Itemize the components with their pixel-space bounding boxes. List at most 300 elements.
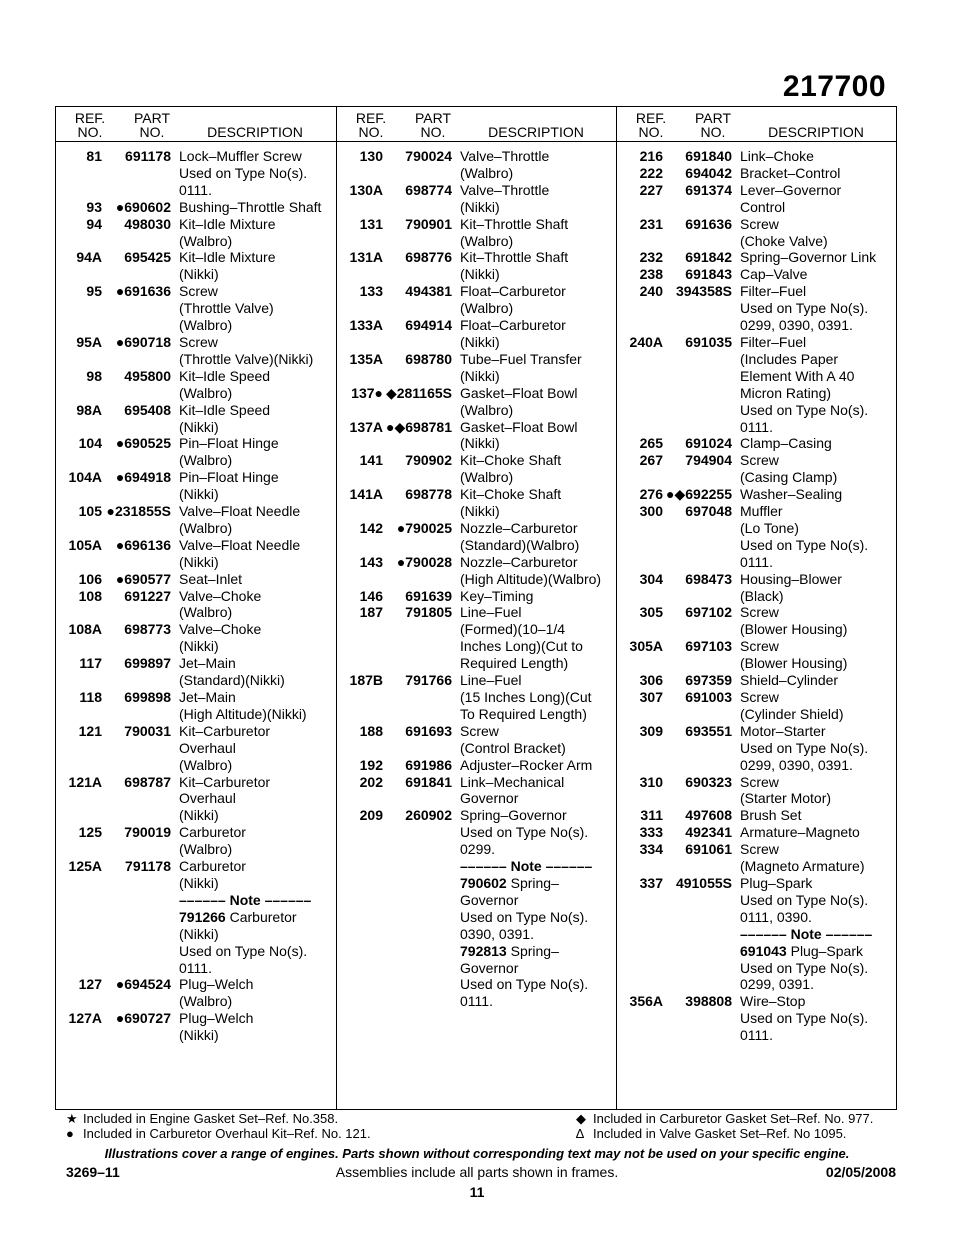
part-number: 791178 (125, 858, 171, 875)
ref-number: 187 (359, 604, 383, 621)
document-number: 3269–11 (66, 1164, 120, 1180)
part-description: Motor–Starter Used on Type No(s). 0299, 0390, 0391. (740, 722, 869, 773)
part-description: Lever–Governor Control (740, 181, 842, 215)
part-description: Spring–Governor Used on Type No(s). 0299. –––––– Note –––––– 790602 Spring– Governor Used on Type No(s). 0390, 0391. 792813 Spring– Governor Used on Type No(s). 0111. (460, 807, 593, 1010)
part-row (617, 774, 896, 808)
part-description: Kit–Throttle Shaft (Nikki) (460, 249, 569, 283)
header-description: DESCRIPTION (768, 124, 864, 140)
ref-number: 202 (359, 773, 383, 790)
part-row (617, 604, 896, 638)
part-row (337, 672, 616, 723)
ref-number: 267 (639, 452, 663, 469)
part-description: Pin–Float Hinge (Walbro) (179, 435, 279, 469)
part-number: 691035 (685, 333, 732, 350)
part-description: Shield–Cylinder (740, 672, 839, 689)
part-number: 699898 (124, 689, 171, 705)
part-number: 698776 (405, 249, 452, 266)
part-description: Screw (Blower Housing) (740, 604, 848, 638)
part-description: Valve–Throttle (Walbro) (460, 148, 550, 181)
ref-number: 125 (78, 824, 102, 841)
part-description: Line–Fuel (15 Inches Long)(Cut To Required Length) (460, 672, 592, 722)
ref-number: 127A (68, 1010, 102, 1027)
part-number: 698787 (124, 773, 171, 790)
part-description: Screw (Casing Clamp) (740, 452, 838, 486)
header-ref-no: REF. NO. (635, 110, 667, 140)
part-description: Jet–Main (High Altitude)(Nikki) (179, 689, 307, 722)
part-number: 794904 (685, 452, 732, 469)
part-number: 698778 (405, 486, 452, 503)
part-number: ●690602 (115, 198, 171, 215)
part-row (337, 317, 616, 351)
part-row (617, 638, 896, 672)
ref-number: 81 (86, 148, 102, 164)
part-row (337, 216, 616, 250)
part-description: Kit–Idle Mixture (Walbro) (179, 215, 276, 249)
ref-number: 142 (359, 519, 383, 536)
part-row (56, 723, 336, 774)
part-number: 790901 (405, 215, 452, 232)
part-row (337, 604, 616, 672)
part-number: 491055S (675, 874, 732, 891)
part-description: Link–Mechanical Governor (460, 773, 565, 807)
ref-number: 276 (639, 486, 663, 503)
ref-number: 143 (359, 553, 383, 570)
part-description: Cap–Valve (740, 266, 808, 283)
part-row (56, 1010, 336, 1044)
part-number: 694914 (405, 317, 452, 334)
part-number: ●691636 (115, 283, 171, 300)
part-row (617, 807, 896, 824)
part-description: Screw (Blower Housing) (740, 638, 848, 672)
part-description: Lock–Muffler Screw Used on Type No(s). 0111. (179, 148, 308, 198)
part-number: ●690577 (115, 570, 171, 587)
part-description: Valve–Float Needle (Walbro) (179, 503, 301, 536)
part-number: 398808 (685, 993, 732, 1010)
part-description: Muffler (Lo Tone) Used on Type No(s). 0111. (740, 503, 869, 570)
ref-number: 240 (639, 283, 663, 300)
ref-number: 135A (349, 350, 383, 367)
ref-number: 117 (79, 655, 102, 672)
column-header (56, 107, 336, 142)
part-row (337, 182, 616, 216)
part-row (56, 976, 336, 1010)
part-row (337, 588, 616, 605)
part-description: Plug–Welch (Walbro) (179, 976, 254, 1010)
part-description: Screw (Cylinder Shield) (740, 689, 844, 722)
ref-number: 105A (68, 536, 102, 553)
part-row (617, 148, 896, 165)
part-number: ●790025 (396, 519, 452, 536)
part-row (56, 402, 336, 436)
footnote-text: Included in Carburetor Gasket Set–Ref. No. 977. (593, 1111, 874, 1126)
ref-number: 130 (359, 148, 383, 164)
part-number: 691843 (685, 266, 732, 283)
part-description: Screw (Throttle Valve)(Nikki) (179, 333, 314, 367)
part-row (56, 621, 336, 655)
ref-number: 105 (78, 503, 102, 520)
parts-column-3 (616, 107, 896, 1109)
part-number: 691374 (685, 181, 732, 198)
part-description: Kit–Idle Speed (Walbro) (179, 367, 271, 401)
part-number: 690323 (685, 773, 732, 790)
ref-number: 192 (359, 756, 383, 773)
part-row (617, 723, 896, 774)
part-number: ●790028 (396, 553, 452, 570)
ref-number: 141 (359, 452, 383, 469)
part-description: Kit–Idle Speed (Nikki) (179, 401, 271, 435)
part-row (56, 571, 336, 588)
ref-number: 227 (639, 181, 663, 198)
part-number: 691693 (405, 722, 452, 739)
part-number: 699897 (124, 655, 171, 672)
part-row (56, 588, 336, 622)
part-number: 697103 (685, 638, 732, 655)
ref-number: 305A (629, 638, 663, 655)
part-row (56, 283, 336, 334)
part-description: Key–Timing (460, 587, 534, 604)
part-number: 698473 (685, 570, 732, 587)
footnote-valve-gasket (576, 1127, 846, 1142)
ref-number: 311 (640, 807, 663, 824)
part-number: ●690718 (115, 333, 171, 350)
part-row (617, 875, 896, 993)
ref-number: 108A (68, 621, 102, 638)
part-row (617, 993, 896, 1044)
part-row (56, 824, 336, 858)
ref-number: 121 (78, 722, 102, 739)
ref-number: 106 (78, 570, 102, 587)
part-description: Armature–Magneto (740, 824, 860, 841)
ref-number: 265 (639, 435, 663, 452)
part-description: Valve–Choke (Nikki) (179, 621, 262, 655)
ref-number: 127 (78, 976, 102, 993)
part-number: ●694524 (115, 976, 171, 993)
part-description: Float–Carburetor (Walbro) (460, 283, 566, 317)
ref-number: 187B (349, 672, 383, 689)
part-row (337, 385, 616, 419)
part-number: 790031 (124, 722, 171, 739)
parts-table (55, 106, 897, 1110)
part-row (617, 841, 896, 875)
part-row (337, 554, 616, 588)
part-description: Bracket–Control (740, 164, 841, 181)
part-row (617, 266, 896, 283)
part-row (617, 689, 896, 723)
ref-number: 118 (79, 689, 102, 705)
part-row (617, 249, 896, 266)
part-description: Pin–Float Hinge (Nikki) (179, 469, 279, 503)
part-number: 498030 (124, 215, 171, 232)
part-number: 790024 (405, 148, 452, 164)
part-row (617, 571, 896, 605)
part-description: Brush Set (740, 807, 802, 824)
part-description: Carburetor (Nikki) –––––– Note –––––– 791266 Carburetor (Nikki) Used on Type No(s). 0111. (179, 858, 312, 976)
part-description: Link–Choke (740, 148, 814, 164)
part-row (337, 774, 616, 808)
part-description: Seat–Inlet (179, 570, 243, 587)
part-number: ●231855S (106, 503, 171, 520)
part-number: 691986 (405, 756, 452, 773)
part-description: Valve–Throttle (Nikki) (460, 181, 550, 215)
part-description: Screw (Starter Motor) (740, 773, 832, 807)
assemblies-note: Assemblies include all parts shown in frames. (335, 1164, 619, 1180)
ref-number: 121A (68, 773, 102, 790)
part-row (617, 435, 896, 452)
part-description: Kit–Choke Shaft (Walbro) (460, 452, 562, 486)
part-number: 693551 (685, 722, 732, 739)
part-number: 691636 (685, 215, 732, 232)
ref-number: 93 (86, 198, 102, 215)
part-number: 791766 (405, 672, 452, 689)
part-description: Plug–Spark Used on Type No(s). 0111, 0390. –––––– Note –––––– 691043 Plug–Spark Used on Type No(s). 0299, 0391. (740, 874, 873, 993)
part-number: 691003 (685, 689, 732, 705)
part-description: Screw (Choke Valve) (740, 215, 828, 249)
ref-number: 95 (86, 283, 102, 300)
part-number: ●694918 (115, 469, 171, 486)
part-description: Washer–Sealing (740, 486, 843, 503)
ref-number: 310 (639, 773, 663, 790)
parts-column-2 (336, 107, 616, 1109)
ref-number: 188 (359, 722, 383, 739)
part-row (617, 165, 896, 182)
ref-number: 238 (639, 266, 663, 283)
part-description: Wire–Stop Used on Type No(s). 0111. (740, 993, 869, 1044)
part-description: Kit–Choke Shaft (Nikki) (460, 486, 562, 520)
ref-number: 300 (639, 503, 663, 520)
ref-number: 141A (349, 486, 383, 503)
part-description: Spring–Governor Link (740, 249, 877, 266)
part-description: Kit–Carburetor Overhaul (Nikki) (179, 773, 271, 824)
part-row (617, 283, 896, 334)
part-description: Carburetor (Walbro) (179, 824, 246, 858)
part-description: Float–Carburetor (Nikki) (460, 317, 566, 350)
header-part-no: PART NO. (694, 110, 732, 140)
part-description: Housing–Blower (Black) (740, 570, 842, 604)
part-number: 697102 (685, 604, 732, 621)
footnote-text: Included in Engine Gasket Set–Ref. No.358. (83, 1111, 339, 1126)
part-row (56, 249, 336, 283)
part-description: Gasket–Float Bowl (Walbro) (460, 384, 578, 418)
part-row (337, 757, 616, 774)
ref-number: 309 (639, 722, 663, 739)
part-description: Valve–Float Needle (Nikki) (179, 536, 301, 570)
part-description: Filter–Fuel Used on Type No(s). 0299, 0390, 0391. (740, 283, 869, 334)
part-number: 691061 (685, 841, 732, 858)
header-ref-no: REF. NO. (355, 110, 387, 140)
part-number: 691178 (125, 148, 171, 164)
part-number: 691227 (124, 587, 171, 604)
header-description: DESCRIPTION (207, 124, 303, 140)
header-ref-no: REF. NO. (74, 110, 106, 140)
part-number: 691024 (685, 435, 732, 452)
part-row (337, 520, 616, 554)
disclaimer: Illustrations cover a range of engines. Parts shown without corresponding text may not be used on your specific engine. (104, 1146, 850, 1161)
ref-number: 94 (86, 215, 102, 232)
ref-number: 133A (349, 317, 383, 334)
part-number: ◆281165S (385, 384, 452, 401)
header-description: DESCRIPTION (488, 124, 584, 140)
part-row (337, 351, 616, 385)
part-number: ●690727 (115, 1010, 171, 1027)
delta-icon: ∆ (576, 1125, 584, 1141)
part-row (617, 216, 896, 250)
part-row (337, 723, 616, 757)
parts-column-1 (56, 107, 336, 1109)
ref-number: 131A (349, 249, 383, 266)
part-row (56, 689, 336, 723)
part-description: Kit–Carburetor Overhaul (Walbro) (179, 722, 271, 773)
ref-number: 306 (639, 672, 663, 689)
ref-number: 130A (349, 181, 383, 198)
part-row (337, 486, 616, 520)
document-date: 02/05/2008 (825, 1164, 896, 1180)
ref-number: 133 (359, 283, 383, 300)
parts-rows (617, 142, 896, 1044)
footnote-carb-gasket (576, 1112, 873, 1127)
part-row (337, 283, 616, 317)
part-row (56, 774, 336, 825)
part-number: 695425 (124, 249, 171, 266)
part-row (56, 858, 336, 976)
part-row (617, 334, 896, 435)
part-description: Kit–Idle Mixture (Nikki) (179, 249, 276, 283)
part-row (337, 452, 616, 486)
part-description: Nozzle–Carburetor (Standard)(Walbro) (460, 519, 580, 553)
model-number: 217700 (782, 70, 886, 103)
footnote-carb-overhaul (66, 1127, 371, 1142)
ref-number: 94A (76, 249, 102, 266)
part-number: 791805 (405, 604, 452, 621)
footnote-engine-gasket (66, 1112, 338, 1127)
part-number: 494381 (405, 283, 452, 300)
part-row (56, 334, 336, 368)
part-number: ●696136 (115, 536, 171, 553)
parts-rows (56, 142, 336, 1044)
part-number: ●◆692255 (666, 486, 732, 503)
part-row (56, 199, 336, 216)
ref-number: 146 (359, 587, 383, 604)
part-row (617, 824, 896, 841)
part-number: 695408 (124, 401, 171, 418)
ref-number: 216 (639, 148, 663, 164)
part-number: 691842 (685, 249, 732, 266)
part-row (56, 655, 336, 689)
part-number: 497608 (685, 807, 732, 824)
part-number: 492341 (685, 824, 732, 841)
part-number: 697048 (685, 503, 732, 520)
part-row (617, 182, 896, 216)
part-number: 790902 (405, 452, 452, 469)
ref-number: 334 (639, 841, 663, 858)
part-number: 698773 (124, 621, 171, 638)
bullet-icon: ● (66, 1125, 74, 1141)
part-number: 394358S (675, 283, 732, 300)
part-row (617, 672, 896, 689)
ref-number: 356A (629, 993, 663, 1010)
column-header (617, 107, 896, 142)
part-number: ●690525 (115, 435, 171, 452)
part-description: Jet–Main (Standard)(Nikki) (179, 655, 285, 689)
ref-number: 98 (86, 367, 102, 384)
part-description: Screw (Control Bracket) (460, 722, 566, 756)
part-number: 698774 (405, 181, 452, 198)
part-row (56, 537, 336, 571)
part-row (56, 503, 336, 537)
ref-number: 232 (639, 249, 663, 266)
footnote-text: Included in Carburetor Overhaul Kit–Ref. No. 121. (83, 1125, 371, 1141)
page-number: 11 (469, 1184, 485, 1200)
part-number: 691639 (405, 587, 452, 604)
part-number: ●◆698781 (386, 418, 452, 435)
ref-number: 108 (78, 587, 102, 604)
part-description: Screw (Magneto Armature) (740, 841, 865, 875)
ref-number: 125A (68, 858, 102, 875)
header-part-no: PART NO. (414, 110, 452, 140)
parts-rows (337, 142, 616, 1010)
ref-number: 137● (351, 384, 383, 401)
part-row (56, 368, 336, 402)
part-number: 260902 (405, 807, 452, 824)
ref-number: 104 (78, 435, 102, 452)
part-row (337, 249, 616, 283)
part-description: Nozzle–Carburetor (High Altitude)(Walbro) (460, 553, 602, 587)
part-description: Adjuster–Rocker Arm (460, 756, 593, 773)
ref-number: 333 (639, 824, 663, 841)
ref-number: 337 (639, 874, 663, 891)
part-number: 790019 (124, 824, 171, 841)
part-description: Clamp–Casing (740, 435, 832, 452)
part-number: 694042 (685, 164, 732, 181)
part-row (617, 503, 896, 571)
part-number: 495800 (124, 367, 171, 384)
ref-number: 104A (68, 469, 102, 486)
part-row (337, 419, 616, 453)
part-number: 698780 (405, 350, 452, 367)
part-description: Bushing–Throttle Shaft (179, 198, 322, 215)
part-description: Valve–Choke (Walbro) (179, 587, 262, 621)
ref-number: 95A (76, 333, 102, 350)
part-description: Line–Fuel (Formed)(10–1/4 Inches Long)(Cut to Required Length) (460, 604, 583, 672)
part-row (56, 469, 336, 503)
part-description: Plug–Welch (Nikki) (179, 1010, 254, 1044)
ref-number: 222 (639, 164, 663, 181)
part-description: Kit–Throttle Shaft (Walbro) (460, 215, 569, 249)
column-header (337, 107, 616, 142)
part-number: 697359 (685, 672, 732, 689)
star-icon: ★ (66, 1111, 78, 1126)
part-description: Filter–Fuel (Includes Paper Element With A 40 Micron Rating) Used on Type No(s). 0111. (740, 333, 869, 435)
ref-number: 305 (639, 604, 663, 621)
part-row (56, 216, 336, 250)
part-description: Gasket–Float Bowl (Nikki) (460, 418, 578, 452)
part-number: 691840 (685, 148, 732, 164)
ref-number: 240A (629, 333, 663, 350)
part-row (56, 435, 336, 469)
part-description: Tube–Fuel Transfer (Nikki) (460, 350, 582, 384)
diamond-icon: ◆ (576, 1111, 586, 1126)
part-row (617, 486, 896, 503)
ref-number: 98A (76, 401, 102, 418)
part-number: 691841 (405, 773, 452, 790)
part-row (337, 807, 616, 1010)
ref-number: 304 (639, 570, 663, 587)
footnote-text: Included in Valve Gasket Set–Ref. No 1095. (593, 1125, 847, 1141)
ref-number: 231 (639, 215, 663, 232)
ref-number: 137A (349, 418, 383, 435)
part-row (337, 148, 616, 182)
ref-number: 307 (639, 689, 663, 705)
header-part-no: PART NO. (133, 110, 171, 140)
